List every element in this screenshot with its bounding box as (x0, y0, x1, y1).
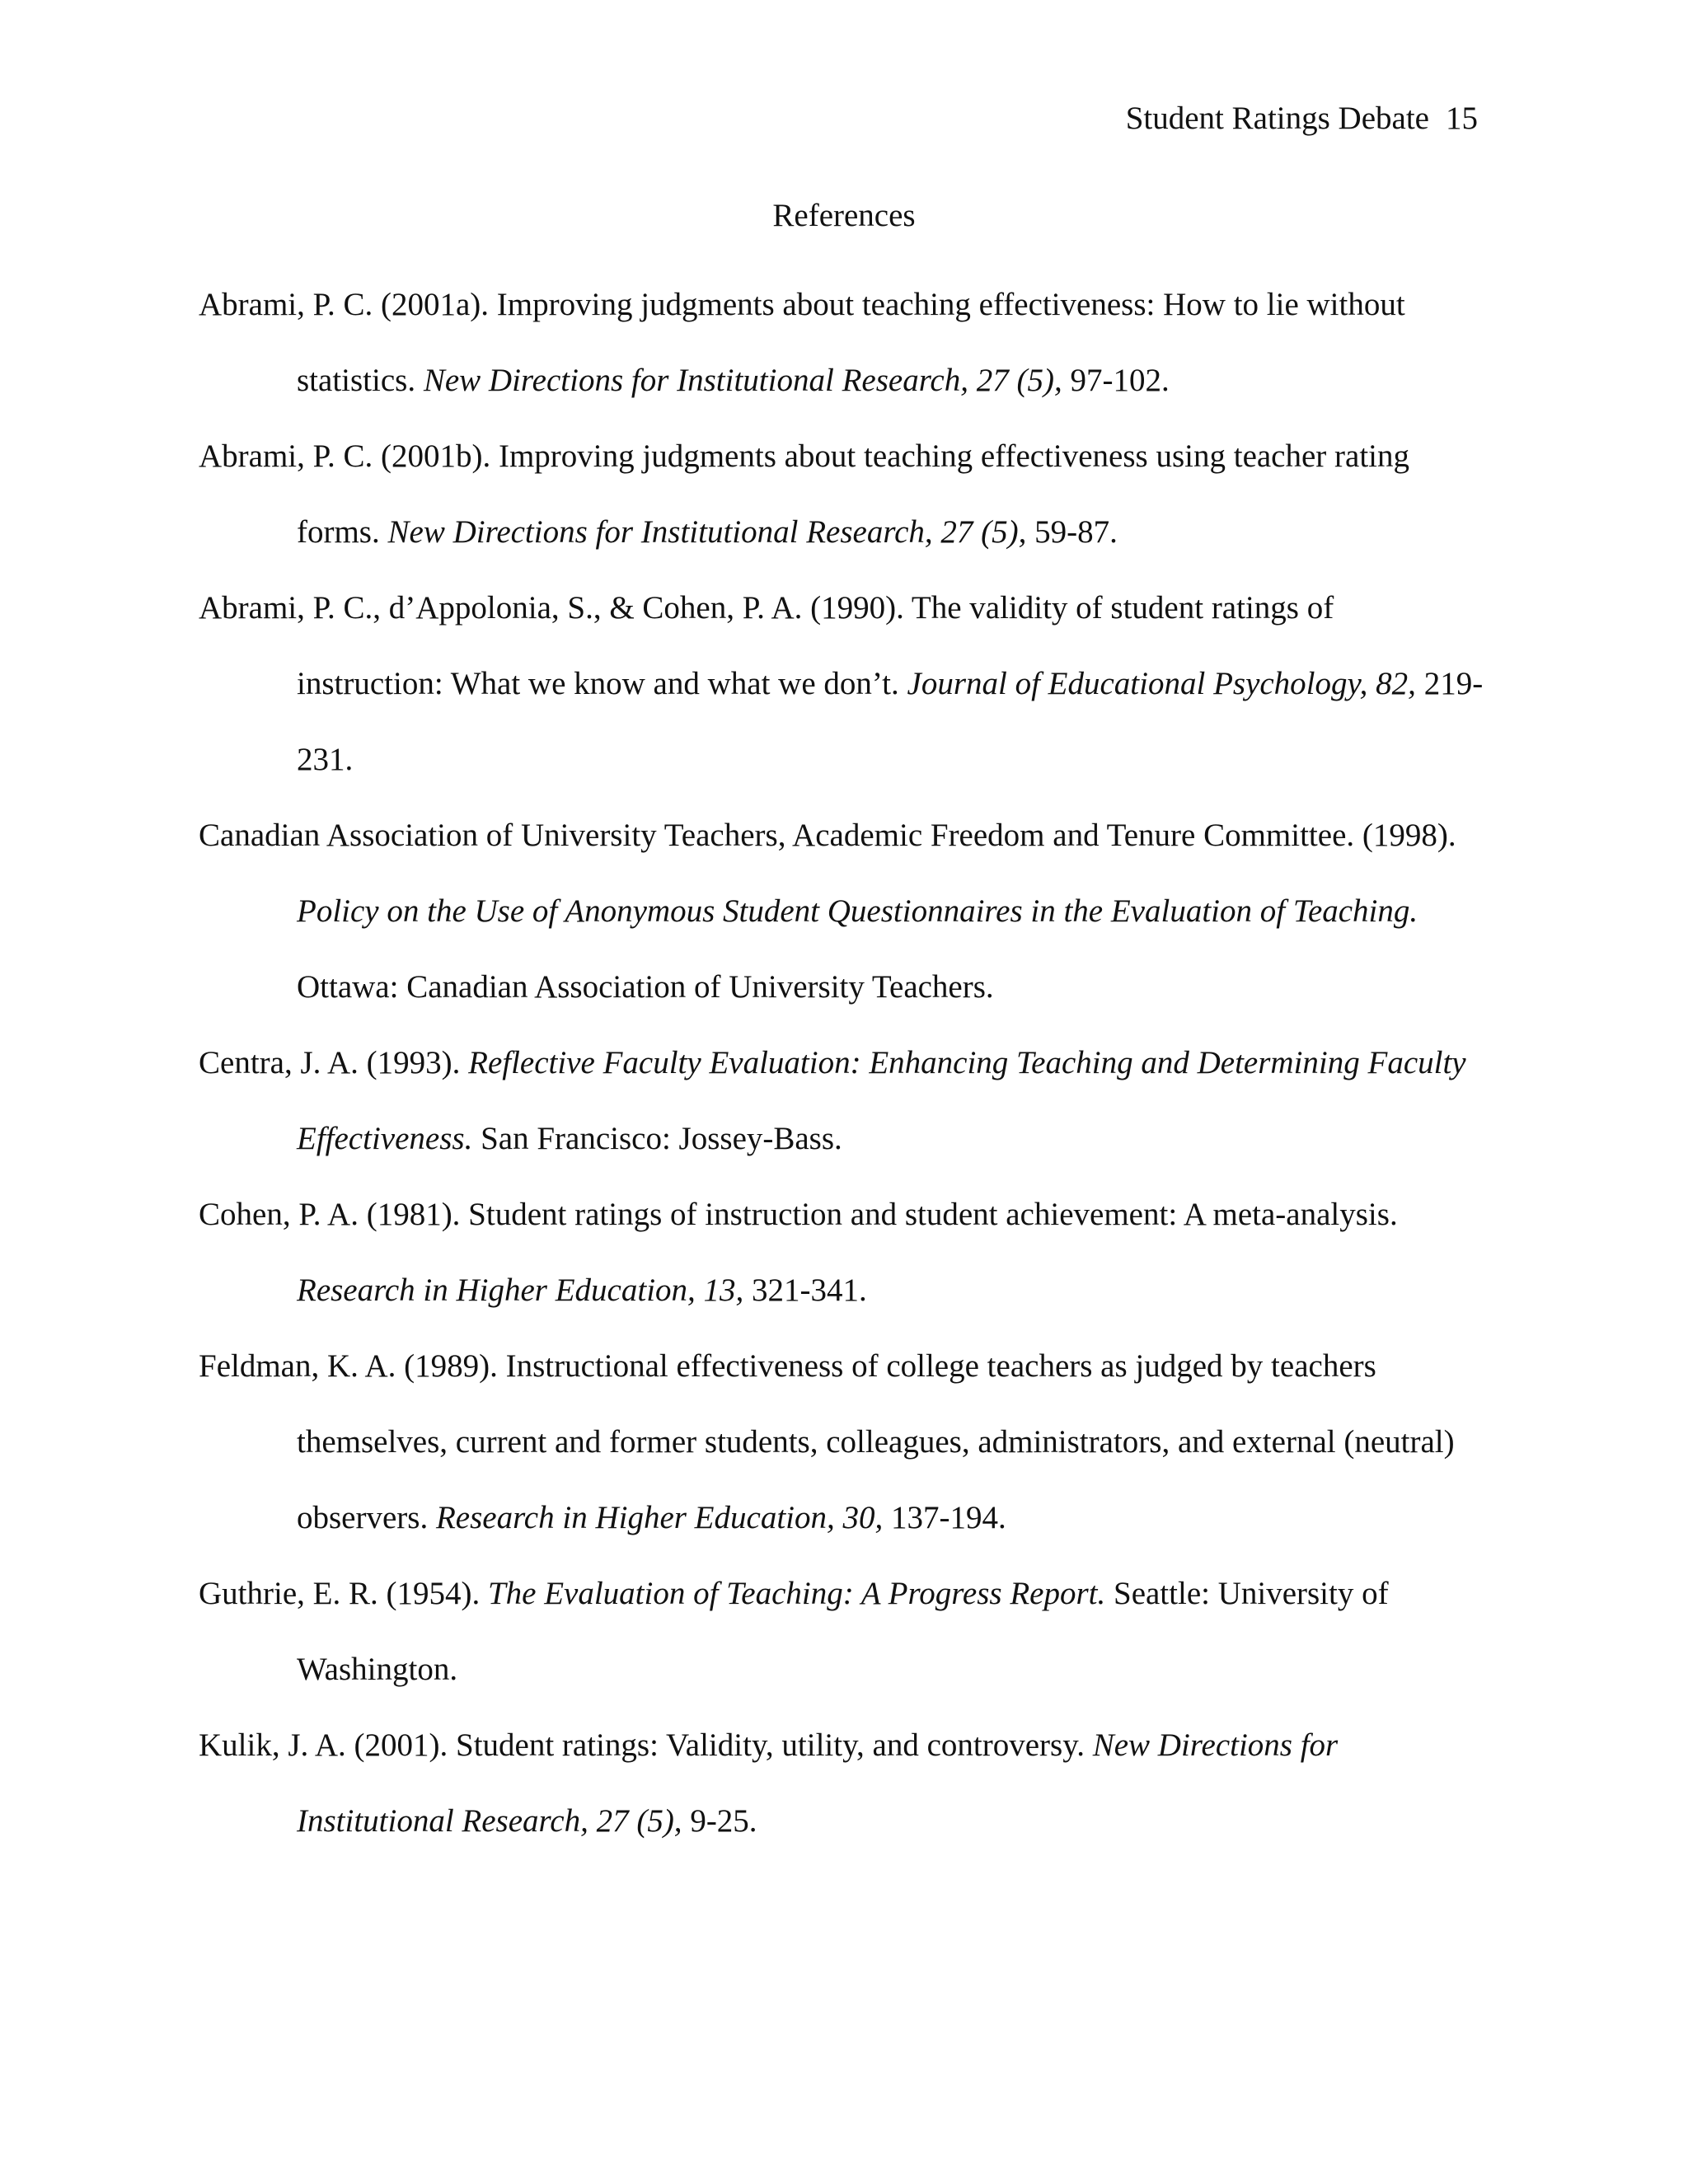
reference-publisher: San Francisco: Jossey-Bass. (472, 1121, 842, 1156)
reference-source-italic: Research in Higher Education, 30, (435, 1500, 884, 1535)
reference-pages: 219-231. (297, 666, 1484, 777)
reference-source-italic: Reflective Faculty Evaluation: Enhancing Teaching and Determining Faculty Effectiveness. (297, 1045, 1466, 1156)
reference-text: Centra, J. A. (1993). (199, 1045, 469, 1080)
reference-publisher: Seattle: University of Washington. (297, 1576, 1389, 1687)
reference-entry-guthrie-1954 (199, 1556, 1484, 1708)
reference-text: Cohen, P. A. (1981). Student ratings of instruction and student achievement: A meta-analysis. (199, 1197, 1398, 1232)
references-heading: References (772, 198, 916, 233)
reference-text: Abrami, P. C. (2001b). Improving judgments about teaching effectiveness using teacher rating forms. (199, 438, 1410, 550)
running-head (1126, 97, 1478, 140)
reference-pages: 59-87. (1026, 514, 1118, 550)
reference-entry-abrami-1990 (199, 570, 1484, 798)
reference-list (199, 267, 1484, 1859)
reference-entry-abrami-2001a (199, 267, 1484, 419)
reference-text: Kulik, J. A. (2001). Student ratings: Validity, utility, and controversy. (199, 1727, 1093, 1763)
reference-source-italic: New Directions for Institutional Research, 27 (5), (387, 514, 1027, 550)
reference-source-italic: Policy on the Use of Anonymous Student Questionnaires in the Evaluation of Teaching. (297, 893, 1418, 929)
reference-text: Feldman, K. A. (1989). Instructional effectiveness of college teachers as judged by teachers themselves, current and former students, colleagues, administrators, and external (neutral) observers. (199, 1348, 1455, 1535)
reference-pages: 321-341. (743, 1272, 867, 1308)
reference-entry-cohen-1981 (199, 1177, 1484, 1329)
reference-publisher: Ottawa: Canadian Association of University Teachers. (297, 969, 994, 1005)
reference-source-italic: New Directions for Institutional Research, 27 (5), (423, 363, 1062, 398)
page-number: 15 (1446, 101, 1478, 136)
reference-pages: 9-25. (682, 1803, 757, 1839)
reference-entry-caut-1998 (199, 798, 1484, 1025)
running-title: Student Ratings Debate (1125, 101, 1429, 136)
reference-entry-centra-1993 (199, 1025, 1484, 1177)
reference-source-italic: New Directions for Institutional Research, 27 (5), (297, 1727, 1339, 1839)
reference-source-italic: Journal of Educational Psychology, 82, (907, 666, 1416, 701)
reference-text: Abrami, P. C. (2001a). Improving judgments about teaching effectiveness: How to lie without statistics. (199, 287, 1405, 398)
reference-text: Guthrie, E. R. (1954). (199, 1576, 488, 1611)
reference-pages: 97-102. (1062, 363, 1170, 398)
reference-pages: 137-194. (883, 1500, 1006, 1535)
reference-text: Abrami, P. C., d’Appolonia, S., & Cohen, P. A. (1990). The validity of student ratings of instruction: What we know and what we don’t. (199, 590, 1334, 701)
reference-source-italic: Research in Higher Education, 13, (297, 1272, 744, 1308)
reference-entry-feldman-1989 (199, 1329, 1484, 1556)
reference-entry-kulik-2001 (199, 1708, 1484, 1859)
reference-text: Canadian Association of University Teachers, Academic Freedom and Tenure Committee. (1998). (199, 818, 1456, 853)
reference-entry-abrami-2001b (199, 419, 1484, 570)
reference-source-italic: The Evaluation of Teaching: A Progress Report. (487, 1576, 1106, 1611)
